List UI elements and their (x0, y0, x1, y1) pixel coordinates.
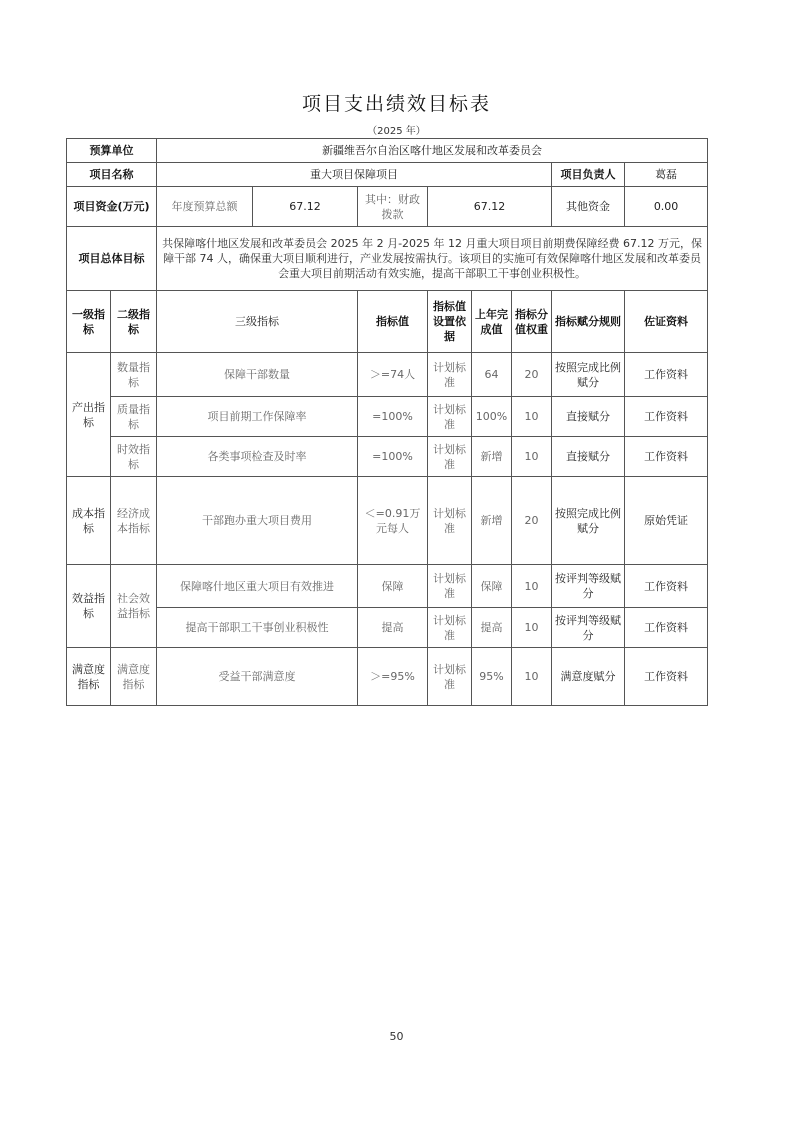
last-year-cell: 新增 (472, 477, 512, 565)
col-rule-header: 指标赋分规则 (552, 291, 625, 353)
weight-cell: 10 (512, 608, 552, 648)
level2-cell: 数量指标 (111, 353, 157, 397)
value-cell: =100% (358, 397, 428, 437)
value-cell: ＜=0.91万元每人 (358, 477, 428, 565)
fiscal-label: 其中：财政拨款 (358, 187, 428, 227)
level3-cell: 各类事项检查及时率 (157, 437, 358, 477)
basis-cell: 计划标准 (428, 648, 472, 706)
last-year-cell: 95% (472, 648, 512, 706)
basis-cell: 计划标准 (428, 437, 472, 477)
rule-cell: 直接赋分 (552, 437, 625, 477)
table-row (67, 353, 708, 397)
rule-cell: 按照完成比例赋分 (552, 477, 625, 565)
overall-goal-text: 共保障喀什地区发展和改革委员会 2025 年 2 月-2025 年 12 月重大项目项目前期费保障经费 67.12 万元，保障干部 74 人，确保重大项目顺利进行，产业发展按需执行。该项目的实施可有效保障喀什地区发展和改革委员会重大项目前期活动有效实施，提高干部职工干事创业积极性。 (157, 227, 708, 291)
table-row (67, 565, 708, 608)
weight-cell: 10 (512, 437, 552, 477)
col-evidence-header: 佐证资料 (625, 291, 708, 353)
annual-total-value: 67.12 (253, 187, 358, 227)
basis-cell: 计划标准 (428, 477, 472, 565)
col-level1-header: 一级指标 (67, 291, 111, 353)
evidence-cell: 工作资料 (625, 397, 708, 437)
col-weight-header: 指标分值权重 (512, 291, 552, 353)
col-last-year-header: 上年完成值 (472, 291, 512, 353)
other-funds-value: 0.00 (625, 187, 708, 227)
value-cell: 保障 (358, 565, 428, 608)
project-funds-label: 项目资金(万元) (67, 187, 157, 227)
row-project-funds (67, 187, 708, 227)
table-row (67, 648, 708, 706)
weight-cell: 10 (512, 397, 552, 437)
project-name-value: 重大项目保障项目 (157, 163, 552, 187)
evidence-cell: 原始凭证 (625, 477, 708, 565)
last-year-cell: 提高 (472, 608, 512, 648)
col-level3-header: 三级指标 (157, 291, 358, 353)
level2-cell: 社会效益指标 (111, 565, 157, 648)
table-row (67, 608, 708, 648)
evidence-cell: 工作资料 (625, 353, 708, 397)
table-row (67, 397, 708, 437)
value-cell: 提高 (358, 608, 428, 648)
row-budget-unit (67, 139, 708, 163)
row-column-headers (67, 291, 708, 353)
level3-cell: 项目前期工作保障率 (157, 397, 358, 437)
level3-cell: 受益干部满意度 (157, 648, 358, 706)
page-number: 50 (389, 1030, 404, 1043)
evidence-cell: 工作资料 (625, 565, 708, 608)
basis-cell: 计划标准 (428, 353, 472, 397)
evidence-cell: 工作资料 (625, 648, 708, 706)
basis-cell: 计划标准 (428, 608, 472, 648)
last-year-cell: 64 (472, 353, 512, 397)
level2-cell: 满意度指标 (111, 648, 157, 706)
value-cell: ＞=74人 (358, 353, 428, 397)
evidence-cell: 工作资料 (625, 437, 708, 477)
other-funds-label: 其他资金 (552, 187, 625, 227)
level2-cell: 质量指标 (111, 397, 157, 437)
basis-cell: 计划标准 (428, 397, 472, 437)
last-year-cell: 新增 (472, 437, 512, 477)
annual-total-label: 年度预算总额 (157, 187, 253, 227)
project-name-label: 项目名称 (67, 163, 157, 187)
col-basis-header: 指标值设置依据 (428, 291, 472, 353)
value-cell: ＞=95% (358, 648, 428, 706)
level1-output: 产出指标 (67, 353, 111, 477)
rule-cell: 按评判等级赋分 (552, 565, 625, 608)
level3-cell: 保障干部数量 (157, 353, 358, 397)
row-project-name (67, 163, 708, 187)
level1-satisfaction: 满意度指标 (67, 648, 111, 706)
col-value-header-cell: 指标值 (358, 291, 428, 353)
table-row (67, 477, 708, 565)
rule-cell: 满意度赋分 (552, 648, 625, 706)
last-year-cell: 100% (472, 397, 512, 437)
rule-cell: 按照完成比例赋分 (552, 353, 625, 397)
rule-cell: 直接赋分 (552, 397, 625, 437)
value-cell: =100% (358, 437, 428, 477)
last-year-cell: 保障 (472, 565, 512, 608)
level3-cell: 提高干部职工干事创业积极性 (157, 608, 358, 648)
weight-cell: 10 (512, 565, 552, 608)
table-row (67, 437, 708, 477)
basis-cell: 计划标准 (428, 565, 472, 608)
document-title: 项目支出绩效目标表 (301, 93, 491, 115)
project-leader-value: 葛磊 (625, 163, 708, 187)
performance-table (66, 138, 708, 706)
document-year: （2025 年） (367, 126, 426, 137)
budget-unit-label: 预算单位 (67, 139, 157, 163)
row-overall-goal (67, 227, 708, 291)
level3-cell: 干部跑办重大项目费用 (157, 477, 358, 565)
level2-cell: 时效指标 (111, 437, 157, 477)
level1-cost: 成本指标 (67, 477, 111, 565)
level1-benefit: 效益指标 (67, 565, 111, 648)
evidence-cell: 工作资料 (625, 608, 708, 648)
fiscal-value: 67.12 (428, 187, 552, 227)
weight-cell: 20 (512, 477, 552, 565)
project-leader-label: 项目负责人 (552, 163, 625, 187)
weight-cell: 10 (512, 648, 552, 706)
budget-unit-value: 新疆维吾尔自治区喀什地区发展和改革委员会 (157, 139, 708, 163)
level2-cell: 经济成本指标 (111, 477, 157, 565)
weight-cell: 20 (512, 353, 552, 397)
overall-goal-label: 项目总体目标 (67, 227, 157, 291)
col-level2-header: 二级指标 (111, 291, 157, 353)
rule-cell: 按评判等级赋分 (552, 608, 625, 648)
level3-cell: 保障喀什地区重大项目有效推进 (157, 565, 358, 608)
